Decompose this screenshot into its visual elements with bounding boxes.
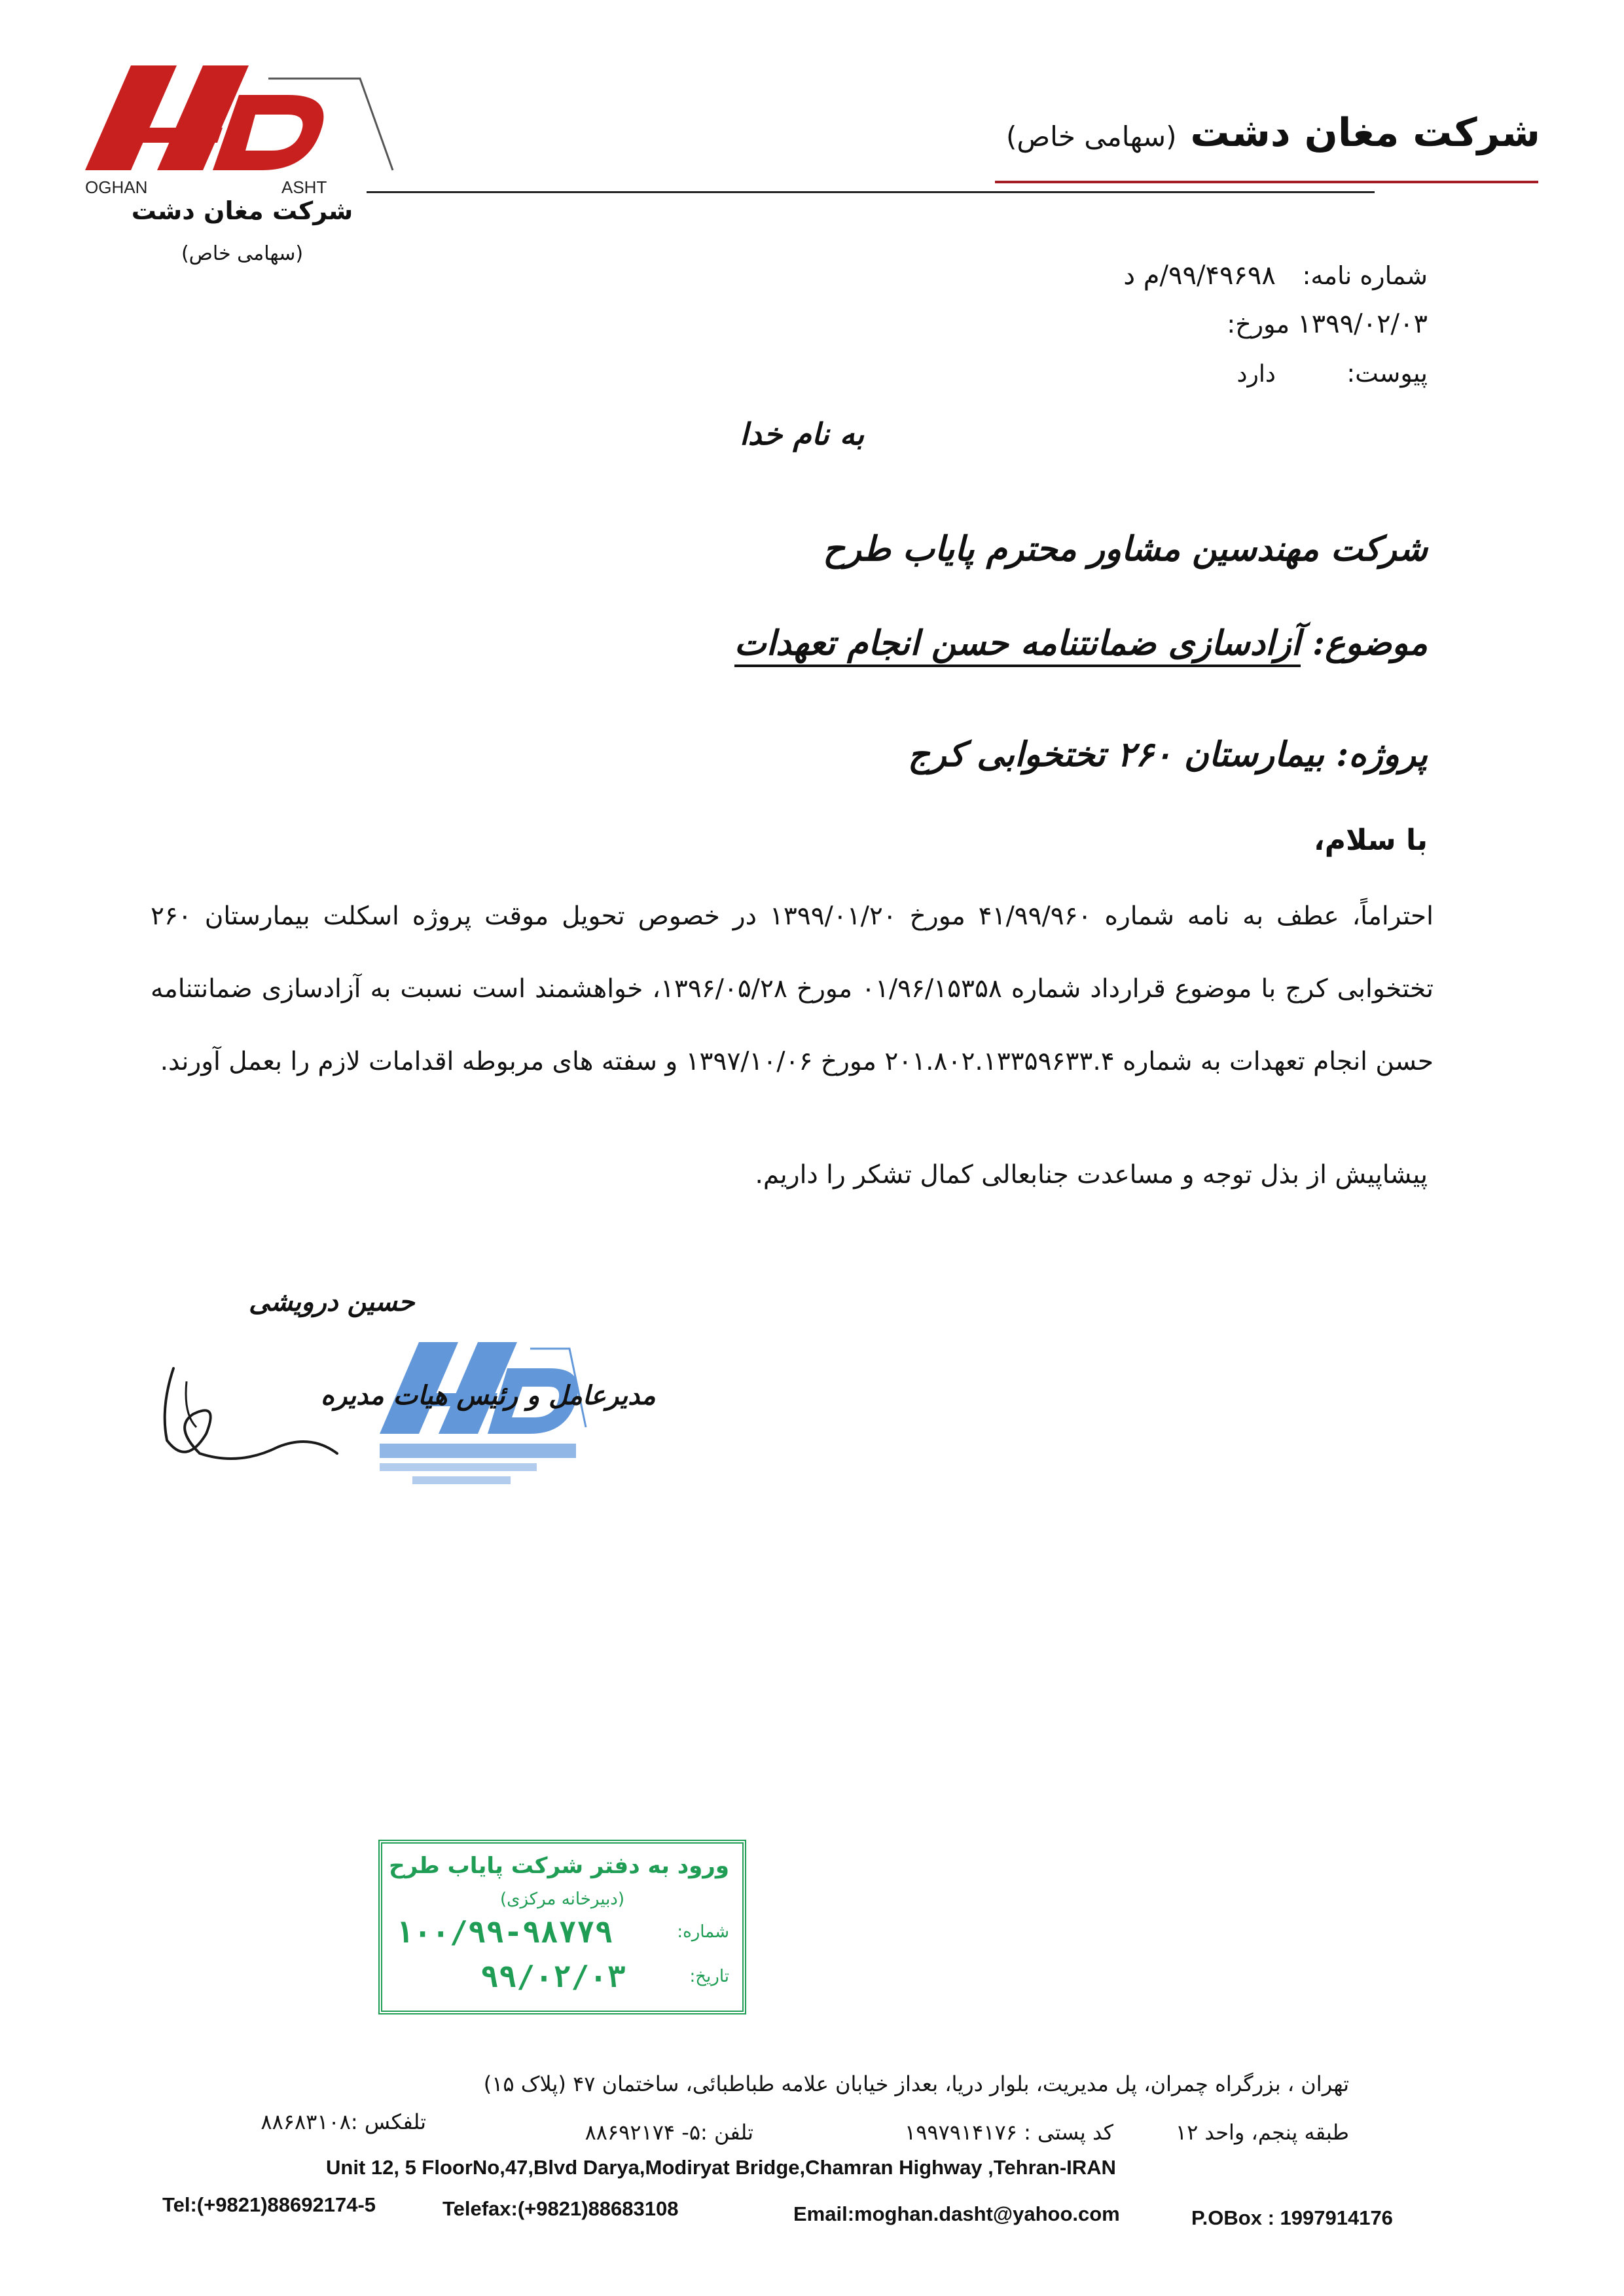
footer-floor-fa: طبقه پنجم، واحد ۱۲ (1175, 2120, 1349, 2145)
project-value: بیمارستان ۲۶۰ تختخوابی کرج (908, 735, 1325, 774)
footer-fax-fa: تلفکس :۸۸۶۸۳۱۰۸ (261, 2109, 426, 2134)
company-title: شرکت مغان دشت (1190, 110, 1540, 156)
closing-line: پیشاپیش از بذل توجه و مساعدت جنابعالی کمال تشکر را داریم. (755, 1160, 1428, 1190)
subject-value: آزادسازی ضمانتنامه حسن انجام تعهدات (734, 623, 1301, 667)
signatory-title: مدیرعامل و رئیس هیات مدیره (321, 1380, 656, 1411)
project-label: پروژه: (1336, 735, 1428, 774)
footer-pobox-en: P.OBox : 1997914176 (1191, 2206, 1393, 2229)
company-seal-stamp (367, 1336, 589, 1493)
footer-tel-en: Tel:(+9821)88692174-5 (162, 2193, 376, 2216)
letter-number-row (1123, 261, 1428, 291)
footer-postal-fa: کد پستی : ۱۹۹۷۹۱۴۱۷۶ (905, 2120, 1113, 2145)
handwritten-signature (147, 1355, 344, 1473)
header-red-rule (995, 181, 1538, 183)
receipt-number-value: ۱۰۰/۹۹-۹۸۷۷۹ (395, 1914, 613, 1950)
footer-email-en: Email:moghan.dasht@yahoo.com (793, 2202, 1120, 2225)
project-line (908, 735, 1428, 774)
receipt-stamp-subtitle: (دبیرخانه مرکزی) (499, 1889, 625, 1909)
receipt-number-label: شماره: (677, 1922, 729, 1942)
letter-number-label: شماره نامه: (1302, 261, 1428, 290)
logo-subcaption: (سهامی خاص) (181, 242, 304, 265)
receipt-stamp-title: ورود به دفتر شرکت پایاب طرح (389, 1853, 729, 1879)
greeting: با سلام، (1313, 824, 1428, 857)
header-black-rule (367, 191, 1375, 193)
subject-label: موضوع: (1312, 623, 1428, 663)
basmala: به نام خدا (740, 416, 865, 452)
letter-date-label: مورخ: (1227, 310, 1290, 338)
subject-line (734, 623, 1428, 663)
header-company-name (1006, 110, 1540, 156)
svg-text:OGHAN: OGHAN (85, 177, 148, 197)
letter-date-value: ۱۳۹۹/۰۲/۰۳ (1297, 309, 1428, 339)
attachment-value: دارد (1236, 361, 1276, 388)
receipt-date-label: تاریخ: (689, 1967, 729, 1986)
letter-number-value: ۹۹/۴۹۶۹۸/م د (1123, 261, 1276, 291)
footer-fax-en: Telefax:(+9821)88683108 (442, 2197, 679, 2220)
footer-phone-fa: تلفن :۵- ۸۸۶۹۲۱۷۴ (585, 2120, 753, 2145)
letter-date-row (1146, 309, 1428, 339)
footer-address-fa: تهران ، بزرگراه چمران، پل مدیریت، بلوار دریا، بعداز خیابان علامه طباطبائی، ساختمان ۴۷ (پلاک ۱۵) (483, 2071, 1349, 2096)
logo-caption: شرکت مغان دشت (131, 196, 353, 225)
attachment-row (1236, 359, 1428, 388)
receipt-date-value: ۹۹/۰۲/۰۳ (480, 1959, 626, 1994)
recipient: شرکت مهندسین مشاور محترم پایاب طرح (823, 529, 1428, 569)
body-paragraph: احتراماً، عطف به نامه شماره ۴۱/۹۹/۹۶۰ مورخ ۱۳۹۹/۰۱/۲۰ در خصوص تحویل موقت پروژه اسکلت بیمارستان ۲۶۰ تختخوابی کرج با موضوع قرارداد شماره ۰۱/۹۶/۱۵۳۵۸ مورخ ۱۳۹۶/۰۵/۲۸، خواهشمند است نسبت به آزادسازی ضمانتنامه حسن انجام تعهدات به شماره ۲۰۱.۸۰۲.۱۳۳۵۹۶۳۳.۴ مورخ ۱۳۹۷/۱۰/۰۶ و سفته های مربوطه اقدامات لازم را بعمل آورند. (151, 902, 1434, 1077)
company-type: (سهامی خاص) (1006, 120, 1177, 153)
signatory-name: حسین درویشی (249, 1286, 415, 1317)
company-logo (72, 65, 406, 203)
attachment-label: پیوست: (1346, 359, 1428, 388)
svg-text:ASHT: ASHT (281, 177, 327, 197)
receipt-stamp (378, 1840, 746, 2014)
footer-address-en: Unit 12, 5 FloorNo,47,Blvd Darya,Modiryat Bridge,Chamran Highway ,Tehran-IRAN (326, 2156, 1116, 2179)
